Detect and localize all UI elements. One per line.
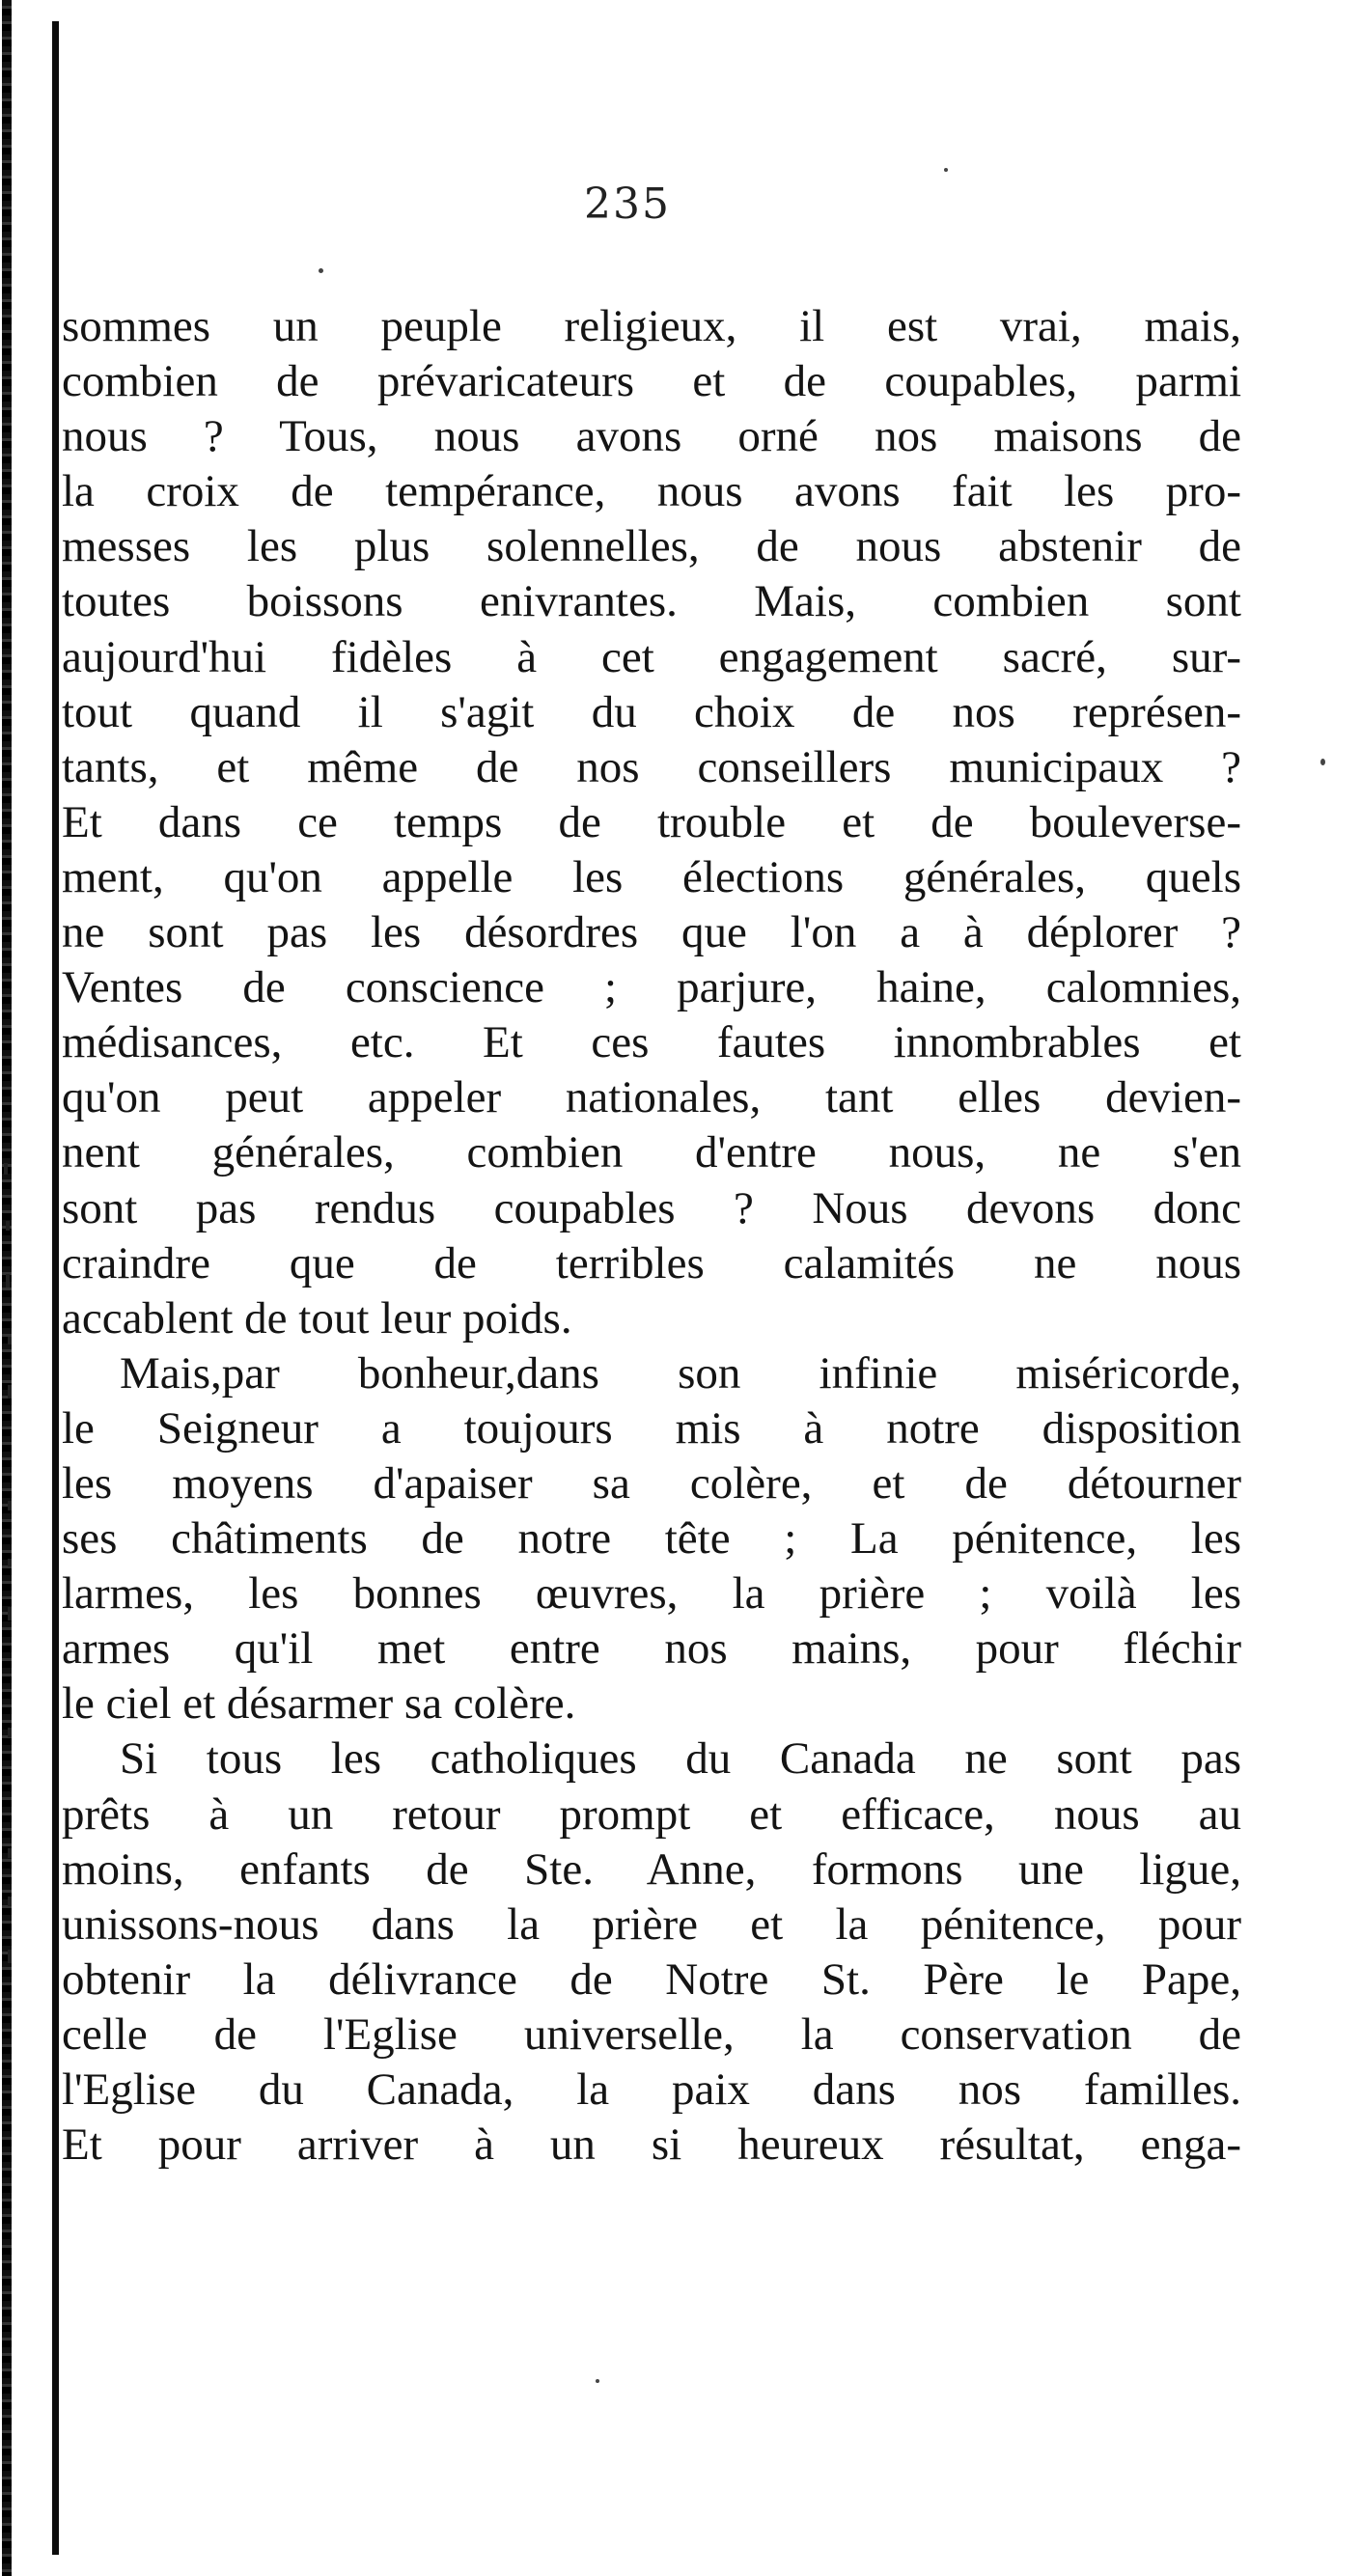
text-line: tout quand il s'agit du choix de nos représen- bbox=[62, 686, 1241, 737]
speck bbox=[319, 268, 323, 273]
margin-mark bbox=[8, 1501, 12, 1510]
text-line: Ventes de conscience ; parjure, haine, calomnies, bbox=[62, 962, 1241, 1013]
margin-mark bbox=[6, 1274, 10, 1288]
text-line: armes qu'il met entre nos mains, pour fléchir bbox=[62, 1623, 1241, 1675]
text-line: nous ? Tous, nous avons orné nos maisons de bbox=[62, 411, 1241, 462]
text-line: accablent de tout leur poids. bbox=[62, 1292, 572, 1343]
text-line: Et dans ce temps de trouble et de bouleverse- bbox=[62, 796, 1241, 847]
text-line: ment, qu'on appelle les élections générales, quels bbox=[62, 851, 1241, 902]
text-line: tants, et même de nos conseillers municipaux ? bbox=[62, 741, 1241, 792]
binding-edge bbox=[2, 0, 12, 2576]
margin-mark bbox=[8, 1607, 12, 1620]
page-number: 235 bbox=[584, 180, 671, 229]
text-line: unissons-nous dans la prière et la pénitence, pour bbox=[62, 1898, 1241, 1950]
text-line: aujourd'hui fidèles à cet engagement sacré, sur- bbox=[62, 631, 1241, 682]
text-line: l'Eglise du Canada, la paix dans nos familles. bbox=[62, 2064, 1241, 2115]
margin-mark bbox=[8, 1848, 12, 1858]
vertical-rule bbox=[52, 21, 59, 2555]
margin-mark bbox=[8, 1897, 12, 1906]
text-line: la croix de tempérance, nous avons fait les pro- bbox=[62, 466, 1241, 517]
body-text bbox=[62, 299, 1241, 2173]
margin-mark bbox=[8, 1728, 12, 1737]
margin-mark bbox=[8, 1385, 12, 1399]
text-line: celle de l'Eglise universelle, la conservation de bbox=[62, 2008, 1241, 2060]
text-line: prêts à un retour prompt et efficace, nous au bbox=[62, 1788, 1241, 1840]
text-line: obtenir la délivrance de Notre St. Père le Pape, bbox=[62, 1953, 1241, 2005]
text-line: nent générales, combien d'entre nous, ne s'en bbox=[62, 1127, 1241, 1178]
text-line: sont pas rendus coupables ? Nous devons donc bbox=[62, 1182, 1241, 1233]
speck bbox=[1320, 759, 1325, 765]
text-line: craindre que de terribles calamités ne nous bbox=[62, 1237, 1241, 1288]
text-line: le Seigneur a toujours mis à notre disposition bbox=[62, 1402, 1241, 1454]
text-line: le ciel et désarmer sa colère. bbox=[62, 1678, 576, 1730]
text-line: ne sont pas les désordres que l'on a à déplorer ? bbox=[62, 907, 1241, 958]
margin-mark bbox=[4, 1163, 8, 1175]
text-line: les moyens d'apaiser sa colère, et de détourner bbox=[62, 1457, 1241, 1509]
text-line: messes les plus solennelles, de nous abstenir de bbox=[62, 521, 1241, 572]
margin-mark bbox=[6, 1221, 10, 1231]
margin-mark bbox=[8, 1337, 12, 1344]
margin-mark bbox=[8, 1950, 12, 1963]
text-line: Mais,par bonheur,dans son infinie miséricorde, bbox=[120, 1347, 1241, 1399]
text-line: médisances, etc. Et ces fautes innombrables et bbox=[62, 1017, 1241, 1068]
text-line: combien de prévaricateurs et de coupables, parmi bbox=[62, 356, 1241, 407]
text-line: qu'on peut appeler nationales, tant elles devien- bbox=[62, 1072, 1241, 1123]
text-line: moins, enfants de Ste. Anne, formons une ligue, bbox=[62, 1843, 1241, 1895]
text-line: sommes un peuple religieux, il est vrai, mais, bbox=[62, 301, 1241, 351]
text-line: Et pour arriver à un si heureux résultat, enga- bbox=[62, 2119, 1241, 2171]
speck bbox=[944, 168, 948, 172]
text-line: Si tous les catholiques du Canada ne sont pas bbox=[120, 1733, 1241, 1785]
text-line: toutes boissons enivrantes. Mais, combien sont bbox=[62, 576, 1241, 627]
text-line: larmes, les bonnes œuvres, la prière ; voilà les bbox=[62, 1568, 1241, 1620]
text-line: ses châtiments de notre tête ; La pénitence, les bbox=[62, 1513, 1241, 1565]
speck bbox=[596, 2379, 599, 2383]
margin-mark bbox=[8, 1559, 12, 1566]
